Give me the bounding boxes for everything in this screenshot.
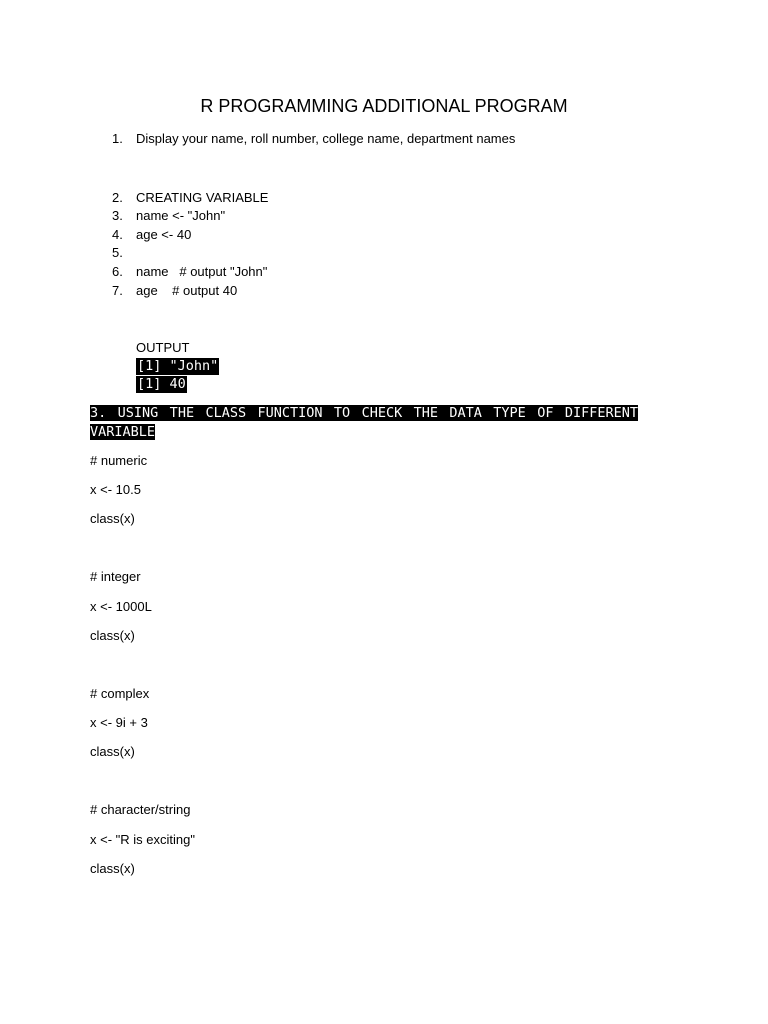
list-text: name # output "John"	[136, 264, 268, 279]
code-assignment: x <- 10.5	[90, 482, 141, 497]
code-comment: # integer	[90, 569, 141, 584]
code-comment: # numeric	[90, 453, 148, 468]
code-call: class(x)	[90, 511, 135, 526]
code-call: class(x)	[90, 861, 135, 876]
section-3-heading-line: 3. USING THE CLASS FUNCTION TO CHECK THE DATA TYPE OF DIFFERENT	[90, 405, 638, 421]
list-number: 2.	[112, 190, 123, 205]
list-text: name <- "John"	[136, 208, 226, 223]
list-text: age # output 40	[136, 283, 238, 298]
list-item	[0, 189, 700, 207]
list-item	[0, 207, 700, 225]
section-3-heading	[90, 404, 638, 442]
output-line: [1] "John"	[137, 358, 219, 374]
code-assignment: x <- 1000L	[90, 599, 152, 614]
list-text: CREATING VARIABLE	[136, 190, 269, 205]
list-item	[0, 226, 700, 244]
output-label: OUTPUT	[136, 340, 190, 355]
section-3-heading-line: VARIABLE	[90, 424, 156, 440]
list-text: Display your name, roll number, college name, department names	[136, 131, 516, 146]
list-number: 3.	[112, 208, 123, 223]
code-comment: # complex	[90, 686, 150, 701]
list-item	[0, 282, 700, 300]
output-line: [1] 40	[137, 376, 186, 392]
code-assignment: x <- 9i + 3	[90, 715, 148, 730]
code-assignment: x <- "R is exciting"	[90, 832, 195, 847]
list-item	[0, 263, 700, 281]
document-title: R PROGRAMMING ADDITIONAL PROGRAM	[200, 96, 568, 116]
code-call: class(x)	[90, 744, 135, 759]
code-call: class(x)	[90, 628, 135, 643]
list-number: 4.	[112, 227, 123, 242]
code-comment: # character/string	[90, 802, 191, 817]
list-item	[0, 130, 700, 148]
list-number: 7.	[112, 283, 123, 298]
list-item	[0, 244, 700, 262]
list-number: 6.	[112, 264, 123, 279]
list-number: 1.	[112, 131, 123, 146]
list-text: age <- 40	[136, 227, 192, 242]
list-number: 5.	[112, 245, 123, 260]
